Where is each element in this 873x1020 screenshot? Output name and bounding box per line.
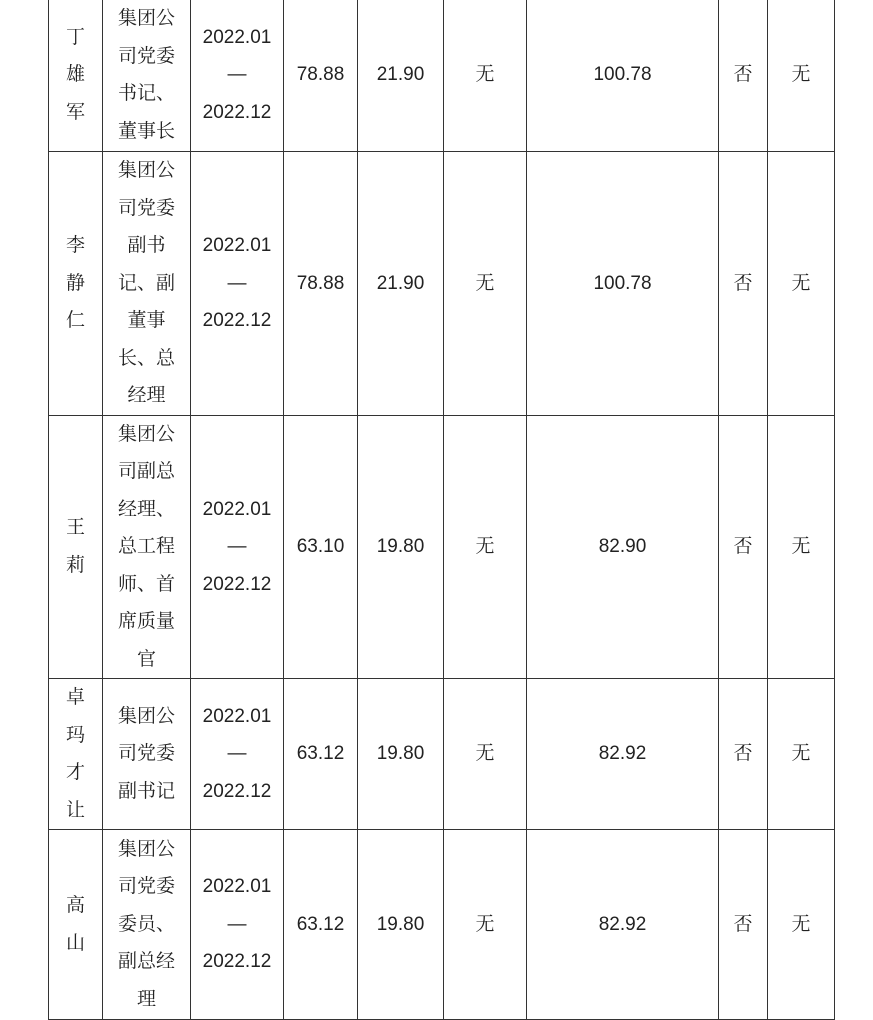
period-end: 2022.12 (202, 101, 272, 123)
position-text: 集团公司党委副书记 (117, 704, 175, 802)
position-text: 集团公司党委委员、副总经理 (117, 837, 175, 1010)
value-cell-c: 无 (444, 152, 527, 416)
period-separator: — (227, 64, 247, 86)
name-cell (49, 415, 103, 679)
period-start: 2022.01 (202, 876, 272, 898)
value-cell-a: 78.88 (284, 0, 358, 152)
position-text: 集团公司党委副书记、副董事长、总经理 (117, 159, 175, 406)
person-name: 王莉 (65, 516, 85, 576)
period-cell (191, 830, 284, 1020)
value-cell-e: 否 (719, 0, 768, 152)
name-cell (49, 830, 103, 1020)
position-cell (103, 0, 191, 152)
value-cell-a: 63.10 (284, 415, 358, 679)
value-cell-c: 无 (444, 830, 527, 1020)
position-cell (103, 830, 191, 1020)
value-cell-e: 否 (719, 152, 768, 416)
value-cell-f: 无 (768, 830, 835, 1020)
position-cell (103, 415, 191, 679)
value-cell-a: 63.12 (284, 679, 358, 830)
value-cell-b: 21.90 (358, 152, 444, 416)
period-end: 2022.12 (202, 310, 272, 331)
period-end: 2022.12 (202, 780, 272, 802)
period-start: 2022.01 (202, 498, 272, 520)
total-cell: 82.92 (527, 679, 719, 830)
position-cell (103, 152, 191, 416)
period-start: 2022.01 (202, 26, 272, 48)
total-cell: 100.78 (527, 152, 719, 416)
value-cell-f: 无 (768, 0, 835, 152)
value-cell-f: 无 (768, 679, 835, 830)
period-end: 2022.12 (202, 573, 272, 595)
value-cell-b: 21.90 (358, 0, 444, 152)
value-cell-b: 19.80 (358, 415, 444, 679)
period-separator: — (227, 536, 247, 557)
value-cell-b: 19.80 (358, 830, 444, 1020)
table-row (49, 0, 835, 152)
period-separator: — (227, 743, 247, 765)
value-cell-b: 19.80 (358, 679, 444, 830)
value-cell-e: 否 (719, 415, 768, 679)
table-row (49, 679, 835, 830)
period-cell (191, 152, 284, 416)
value-cell-a: 78.88 (284, 152, 358, 416)
position-cell (103, 679, 191, 830)
table-row (49, 830, 835, 1020)
period-end: 2022.12 (202, 951, 272, 973)
period-cell (191, 0, 284, 152)
person-name: 卓玛才让 (65, 686, 85, 821)
person-name: 高山 (65, 894, 85, 954)
person-name: 李静仁 (65, 234, 85, 331)
name-cell (49, 0, 103, 152)
period-start: 2022.01 (202, 235, 272, 256)
person-name: 丁雄军 (65, 25, 85, 123)
value-cell-f: 无 (768, 152, 835, 416)
compensation-table (48, 0, 835, 1020)
period-cell (191, 679, 284, 830)
compensation-table-region (48, 0, 835, 1020)
position-text: 集团公司副总经理、总工程师、首席质量官 (117, 422, 175, 670)
value-cell-e: 否 (719, 830, 768, 1020)
total-cell: 82.90 (527, 415, 719, 679)
name-cell (49, 679, 103, 830)
table-row (49, 152, 835, 416)
value-cell-a: 63.12 (284, 830, 358, 1020)
period-start: 2022.01 (202, 705, 272, 727)
period-cell (191, 415, 284, 679)
period-separator: — (227, 272, 247, 294)
value-cell-c: 无 (444, 415, 527, 679)
total-cell: 100.78 (527, 0, 719, 152)
total-cell: 82.92 (527, 830, 719, 1020)
table-row (49, 415, 835, 679)
value-cell-f: 无 (768, 415, 835, 679)
value-cell-c: 无 (444, 0, 527, 152)
position-text: 集团公司党委书记、董事长 (117, 7, 175, 142)
name-cell (49, 152, 103, 416)
value-cell-e: 否 (719, 679, 768, 830)
value-cell-c: 无 (444, 679, 527, 830)
period-separator: — (227, 913, 247, 935)
